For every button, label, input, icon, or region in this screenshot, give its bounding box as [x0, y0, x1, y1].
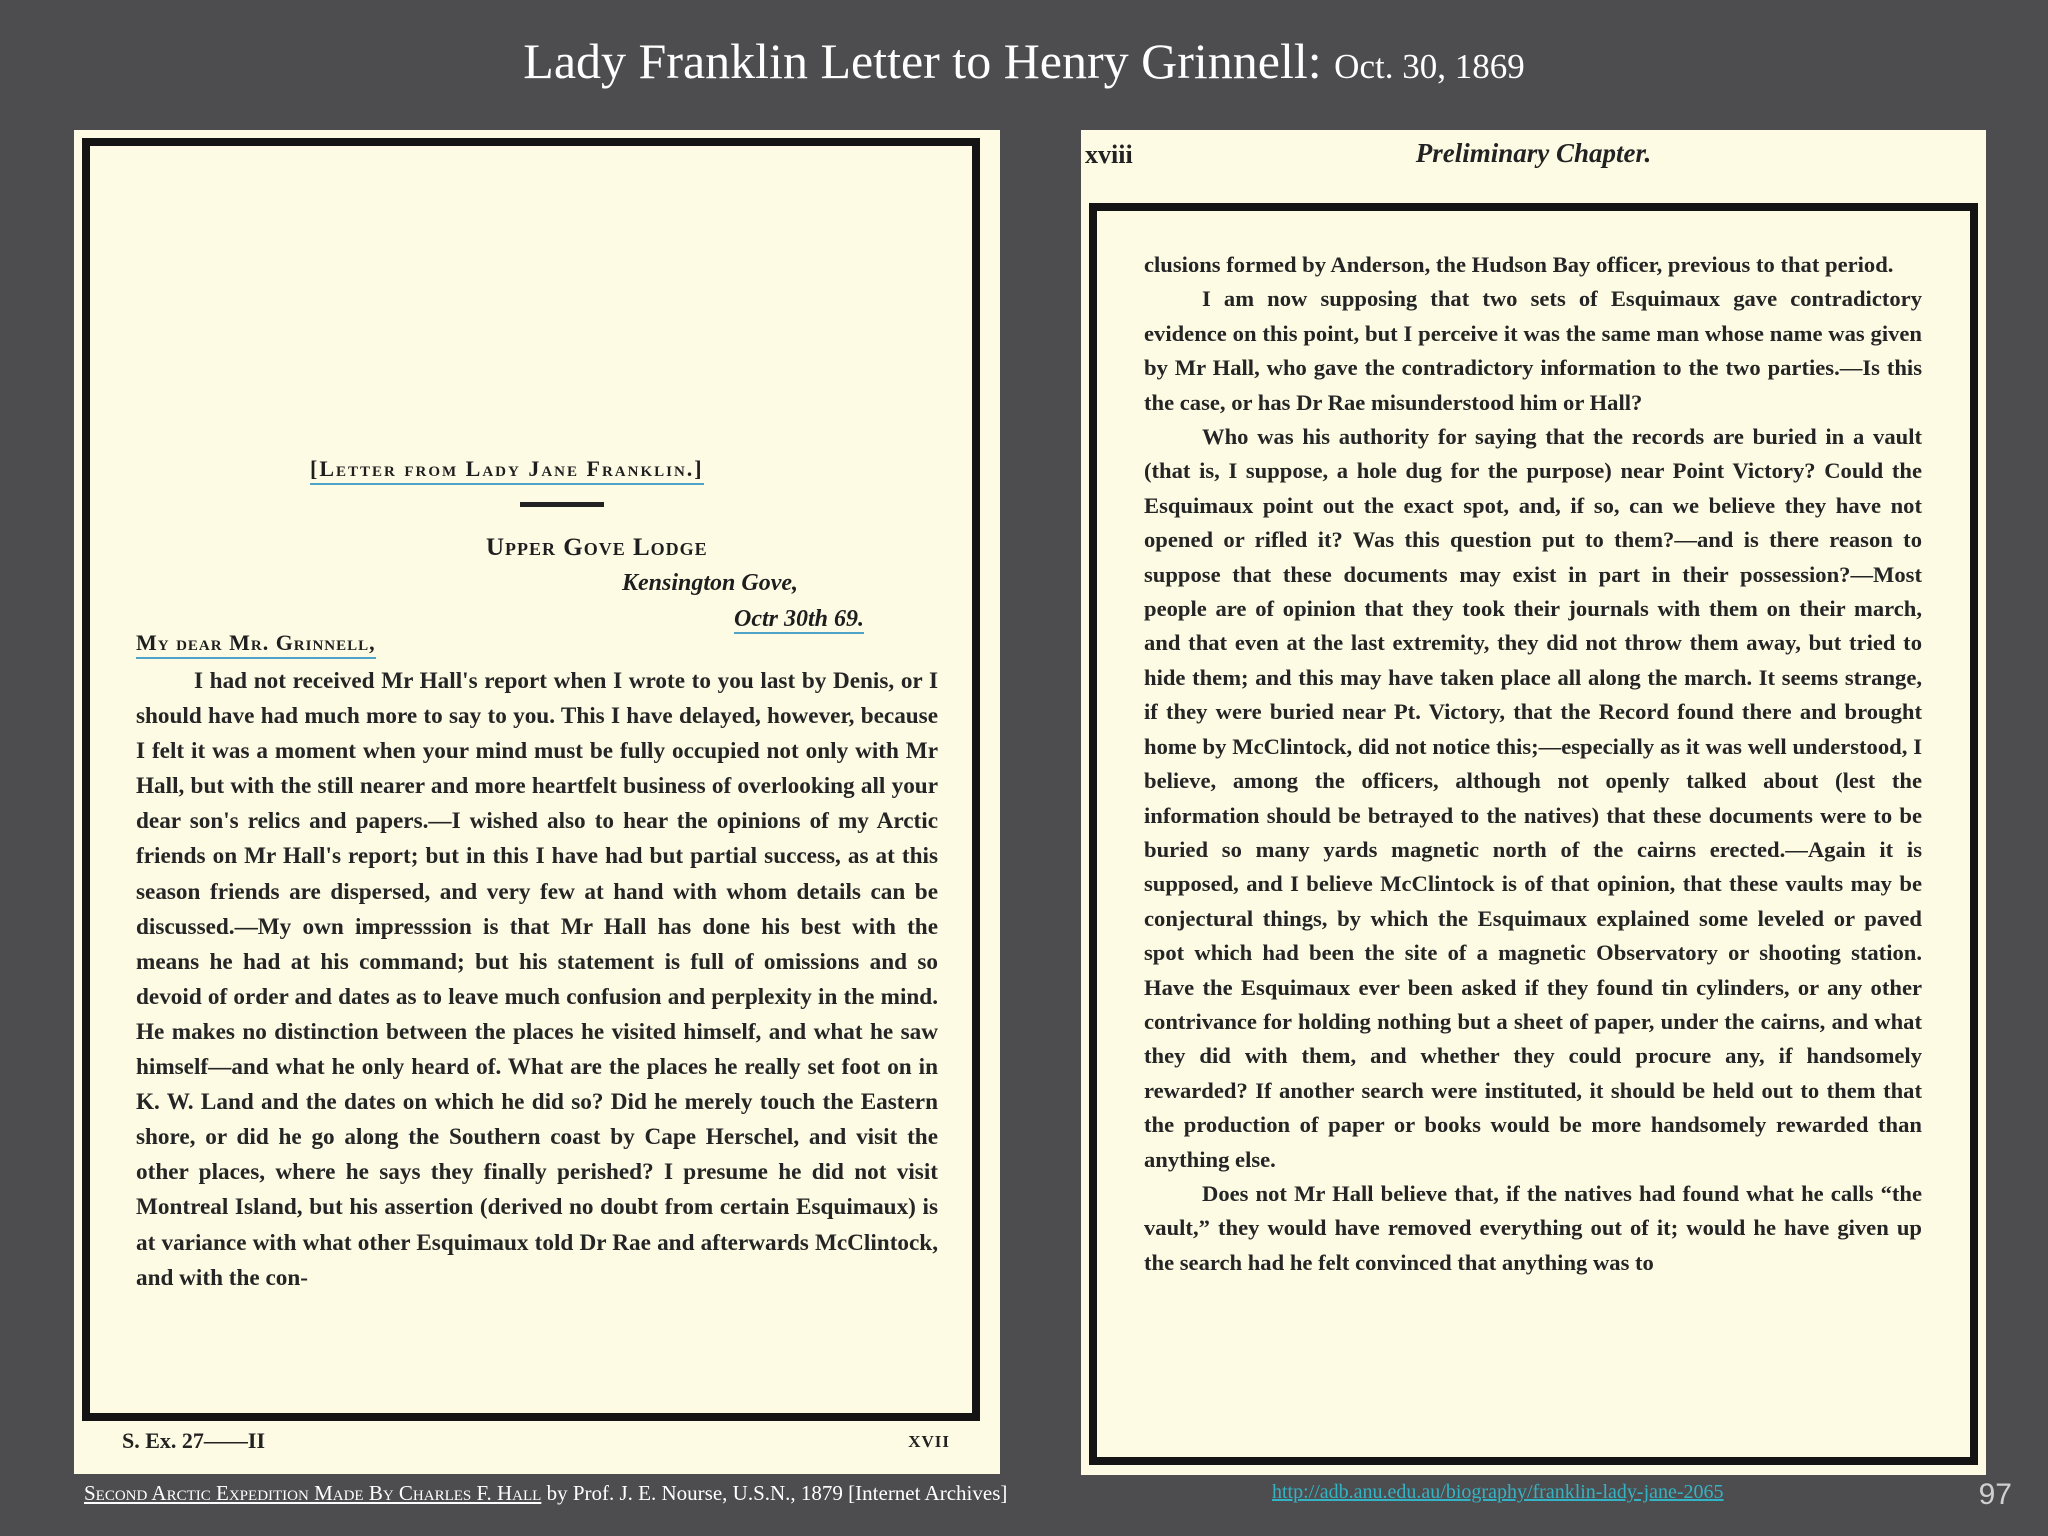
- slide-number: 97: [1978, 1478, 2012, 1511]
- left-page-footer-number: XVII: [908, 1432, 950, 1451]
- letter-body-left: I had not received Mr Hall's report when I wrote to you last by Denis, or I should have had much more to say to you. This I have delayed, however, because I felt it was a moment when your mind must be fully occupied not only with Mr Hall, but with the still nearer and more heartfelt business of overlooking all your dear son's relics and papers.—I wished also to hear the opinions of my Arctic friends on Mr Hall's report; but in this I have had but partial success, as at this season friends are dispersed, and very few at hand with whom details can be discussed.—My own impresssion is that Mr Hall has done his best with the means he had at his command; but his statement is full of omissions and so devoid of order and dates as to leave much confusion and perplexity in the mind. He makes no distinction between the places he visited himself, and what he saw himself—and what he only heard of. What are the places he really set foot on in K. W. Land and the dates on which he did so? Did he merely touch the Eastern shore, or did he go along the Southern coast by Cape Herschel, and visit the other places, where he says they finally perished? I presume he did not visit Montreal Island, but his assertion (derived no doubt from certain Esquimaux) is at variance with what other Esquimaux told Dr Rae and afterwards McClintock, and with the con-: [136, 668, 938, 1291]
- source-details: by Prof. J. E. Nourse, U.S.N., 1879 [Internet Archives]: [541, 1481, 1008, 1505]
- running-head: Preliminary Chapter.: [1415, 138, 1652, 168]
- letter-heading: [310, 456, 704, 482]
- source-caption: [84, 1481, 1007, 1506]
- slide-title-date: Oct. 30, 1869: [1334, 47, 1525, 86]
- source-title-link[interactable]: Second Arctic Expedition Made By Charles F. Hall: [84, 1481, 542, 1505]
- right-page-scan: [1081, 130, 1986, 1475]
- salutation: My dear Mr. Grinnell,: [136, 630, 376, 659]
- biography-link[interactable]: http://adb.anu.edu.au/biography/franklin-lady-jane-2065: [1272, 1481, 1724, 1503]
- paragraph: Does not Mr Hall believe that, if the natives had found what he calls “the vault,” they would have removed everything out of it; would he have given up the search had he felt convinced that anything was to: [1144, 1180, 1922, 1275]
- slide-title-text: Lady Franklin Letter to Henry Grinnell:: [523, 33, 1322, 89]
- paragraph: Who was his authority for saying that the records are buried in a vault (that is, I suppose, a hole dug for the purpose) near Point Victory? Could the Esquimaux point out the exact spot, and, if so, can we believe they have not opened or rifled it? Was this question put to them?—and is there reason to suppose that these documents may exist in part in their possession?—Most people are of opinion that they took their journals with them on their march, and that even at the last extremity, they did not throw them away, but tried to hide them; and this may have taken place all along the march. It seems strange, if they were buried near Pt. Victory, that the Record found there and brought home by McClintock, did not notice this;—especially as it was well understood, I believe, among the officers, although not openly talked about (lest the information should be betrayed to the natives) that these documents were to be buried so many yards magnetic north of the cairns erected.—Again it is supposed, and I believe McClintock is of that opinion, that these vaults may be conjectural things, by which the Esquimaux explained some leveled or paved spot which had been the site of a magnetic Observatory or shooting station. Have the Esquimaux ever been asked if they found tin cylinders, or any other contrivance for holding nothing but a sheet of paper, under the cairns, and what they did with them, and whether they could procure any, if handsomely rewarded? If another search were instituted, it should be held out to them that the production of paper or books would be more handsomely rewarded than anything else.: [1144, 424, 1922, 1172]
- heading-rule: [520, 502, 604, 507]
- left-page-scan: [74, 130, 1000, 1474]
- address-line-2: Kensington Gove,: [622, 570, 799, 596]
- paragraph: clusions formed by Anderson, the Hudson Bay officer, previous to that period.: [1144, 252, 1894, 277]
- letter-heading-text: [Letter from Lady Jane Franklin.]: [310, 456, 704, 485]
- address-line-3: [734, 606, 864, 633]
- left-page-footer-signature: S. Ex. 27——II: [122, 1428, 266, 1453]
- slide-title: [0, 28, 2048, 100]
- letter-body-right: [1144, 248, 1922, 1280]
- paragraph: I am now supposing that two sets of Esquimaux gave contradictory evidence on this point, but I perceive it was the same man whose name was given by Mr Hall, who gave the contradictory information to the two parties.—Is this the case, or has Dr Rae misunderstood him or Hall?: [1144, 286, 1922, 415]
- letter-date: Octr 30th 69.: [734, 606, 865, 632]
- address-line-1: Upper Gove Lodge: [486, 534, 708, 561]
- right-page-number: xviii: [1085, 140, 1133, 169]
